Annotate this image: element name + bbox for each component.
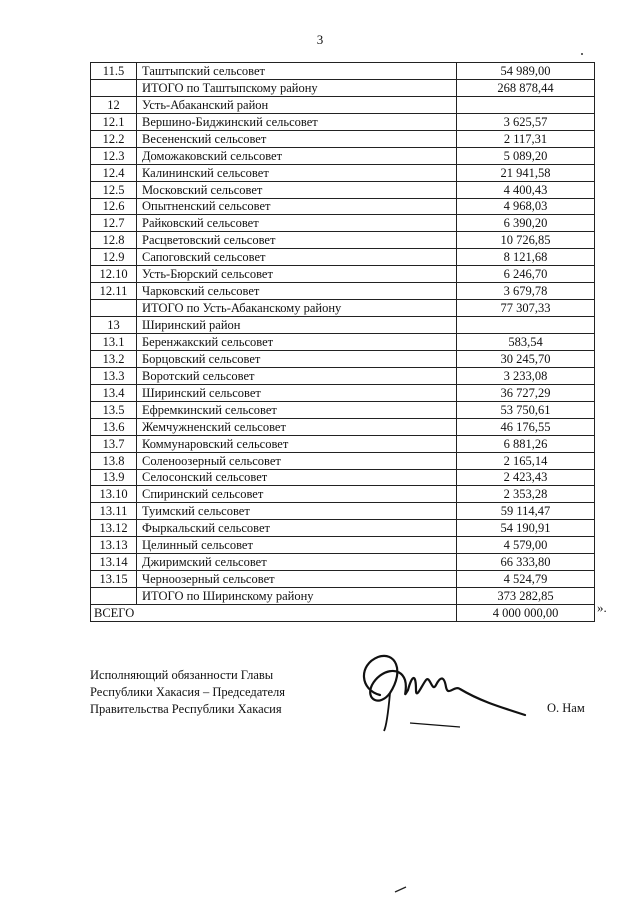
- closing-quote: ».: [597, 600, 607, 615]
- table-row: [91, 283, 595, 300]
- table-row: [91, 181, 595, 198]
- row-number: 12.9: [91, 249, 137, 266]
- table-row: [91, 588, 595, 605]
- row-amount: 268 878,44: [457, 79, 595, 96]
- row-name: Селосонский сельсовет: [137, 469, 457, 486]
- signatory-title: [90, 667, 285, 718]
- row-name: Опытненский сельсовет: [137, 198, 457, 215]
- row-amount: 3 625,57: [457, 113, 595, 130]
- row-name: Расцветовский сельсовет: [137, 232, 457, 249]
- table-row: [91, 317, 595, 334]
- row-amount: 30 245,70: [457, 350, 595, 367]
- table-row: [91, 554, 595, 571]
- row-amount: 3 679,78: [457, 283, 595, 300]
- total-label: ВСЕГО: [91, 605, 457, 622]
- row-name: Вершино-Биджинский сельсовет: [137, 113, 457, 130]
- row-amount: 4 524,79: [457, 571, 595, 588]
- table-row: [91, 215, 595, 232]
- total-row: [91, 605, 595, 622]
- page-number: 3: [316, 32, 324, 47]
- table-row: [91, 96, 595, 113]
- row-number: 12.4: [91, 164, 137, 181]
- table-row: [91, 537, 595, 554]
- row-name: Борцовский сельсовет: [137, 350, 457, 367]
- table-row: [91, 503, 595, 520]
- table-row: [91, 435, 595, 452]
- row-amount: 5 089,20: [457, 147, 595, 164]
- row-number: 12.10: [91, 266, 137, 283]
- row-number: 13.11: [91, 503, 137, 520]
- row-amount: 46 176,55: [457, 418, 595, 435]
- row-amount: 6 390,20: [457, 215, 595, 232]
- row-name: Ширинский район: [137, 317, 457, 334]
- row-amount: 8 121,68: [457, 249, 595, 266]
- row-name: ИТОГО по Усть-Абаканскому району: [137, 300, 457, 317]
- table-row: [91, 452, 595, 469]
- row-amount: 53 750,61: [457, 401, 595, 418]
- row-name: Московский сельсовет: [137, 181, 457, 198]
- row-amount: 36 727,29: [457, 384, 595, 401]
- row-name: Жемчужненский сельсовет: [137, 418, 457, 435]
- row-number: 12.6: [91, 198, 137, 215]
- row-amount: 2 117,31: [457, 130, 595, 147]
- row-number: 13.1: [91, 334, 137, 351]
- row-number: [91, 300, 137, 317]
- table-row: [91, 249, 595, 266]
- row-name: Туимский сельсовет: [137, 503, 457, 520]
- table-row: [91, 571, 595, 588]
- signatory-name: О. Нам: [547, 701, 585, 715]
- row-name: Спиринский сельсовет: [137, 486, 457, 503]
- row-number: 13.5: [91, 401, 137, 418]
- stray-dot: [581, 53, 583, 55]
- row-number: 12.3: [91, 147, 137, 164]
- row-number: 13.2: [91, 350, 137, 367]
- row-amount: 4 579,00: [457, 537, 595, 554]
- signatory-line-3: Правительства Республики Хакасия: [90, 702, 282, 716]
- row-amount: 3 233,08: [457, 367, 595, 384]
- table-row: [91, 130, 595, 147]
- handwritten-signature: [350, 645, 530, 735]
- row-name: Джиримский сельсовет: [137, 554, 457, 571]
- row-amount: 10 726,85: [457, 232, 595, 249]
- row-amount: 54 989,00: [457, 63, 595, 80]
- row-name: Ширинский сельсовет: [137, 384, 457, 401]
- table-row: [91, 418, 595, 435]
- row-amount: 6 881,26: [457, 435, 595, 452]
- row-name: Воротский сельсовет: [137, 367, 457, 384]
- row-amount: [457, 96, 595, 113]
- row-number: 13: [91, 317, 137, 334]
- table-row: [91, 300, 595, 317]
- row-amount: 2 165,14: [457, 452, 595, 469]
- row-number: [91, 588, 137, 605]
- row-name: Целинный сельсовет: [137, 537, 457, 554]
- row-number: 12.8: [91, 232, 137, 249]
- row-amount: 4 400,43: [457, 181, 595, 198]
- row-amount: [457, 317, 595, 334]
- table-row: [91, 164, 595, 181]
- table-body: [91, 63, 595, 622]
- row-number: 13.10: [91, 486, 137, 503]
- row-amount: 77 307,33: [457, 300, 595, 317]
- row-name: Ефремкинский сельсовет: [137, 401, 457, 418]
- table-row: [91, 63, 595, 80]
- row-name: Чарковский сельсовет: [137, 283, 457, 300]
- row-number: 13.15: [91, 571, 137, 588]
- row-name: Таштыпский сельсовет: [137, 63, 457, 80]
- row-name: ИТОГО по Таштыпскому району: [137, 79, 457, 96]
- table-row: [91, 266, 595, 283]
- row-number: 13.14: [91, 554, 137, 571]
- row-name: Черноозерный сельсовет: [137, 571, 457, 588]
- table-row: [91, 113, 595, 130]
- row-amount: 2 353,28: [457, 486, 595, 503]
- row-name: Доможаковский сельсовет: [137, 147, 457, 164]
- row-name: Соленоозерный сельсовет: [137, 452, 457, 469]
- table-row: [91, 401, 595, 418]
- table-row: [91, 232, 595, 249]
- total-amount: 4 000 000,00: [457, 605, 595, 622]
- row-number: 12.1: [91, 113, 137, 130]
- row-number: 13.12: [91, 520, 137, 537]
- row-name: ИТОГО по Ширинскому району: [137, 588, 457, 605]
- row-name: Коммунаровский сельсовет: [137, 435, 457, 452]
- row-amount: 583,54: [457, 334, 595, 351]
- row-number: 12.11: [91, 283, 137, 300]
- row-amount: 6 246,70: [457, 266, 595, 283]
- table-row: [91, 198, 595, 215]
- stray-pen-mark: [394, 884, 408, 894]
- row-number: 12: [91, 96, 137, 113]
- signatory-line-2: Республики Хакасия – Председателя: [90, 685, 286, 699]
- row-name: Усть-Абаканский район: [137, 96, 457, 113]
- row-amount: 373 282,85: [457, 588, 595, 605]
- row-amount: 66 333,80: [457, 554, 595, 571]
- table-row: [91, 520, 595, 537]
- row-number: 11.5: [91, 63, 137, 80]
- signatory-line-1: Исполняющий обязанности Главы: [90, 668, 274, 682]
- row-number: 12.2: [91, 130, 137, 147]
- table-row: [91, 367, 595, 384]
- row-name: Сапоговский сельсовет: [137, 249, 457, 266]
- table-row: [91, 334, 595, 351]
- row-number: 13.4: [91, 384, 137, 401]
- table-row: [91, 486, 595, 503]
- budget-table: [90, 62, 595, 622]
- row-amount: 59 114,47: [457, 503, 595, 520]
- table-row: [91, 469, 595, 486]
- row-number: 13.6: [91, 418, 137, 435]
- row-number: 13.9: [91, 469, 137, 486]
- row-amount: 21 941,58: [457, 164, 595, 181]
- row-number: 13.13: [91, 537, 137, 554]
- row-name: Весененский сельсовет: [137, 130, 457, 147]
- row-name: Фыркальский сельсовет: [137, 520, 457, 537]
- row-number: [91, 79, 137, 96]
- row-number: 13.8: [91, 452, 137, 469]
- row-name: Калининский сельсовет: [137, 164, 457, 181]
- row-amount: 2 423,43: [457, 469, 595, 486]
- table-row: [91, 350, 595, 367]
- row-number: 12.7: [91, 215, 137, 232]
- row-amount: 4 968,03: [457, 198, 595, 215]
- table-row: [91, 147, 595, 164]
- row-number: 12.5: [91, 181, 137, 198]
- table-row: [91, 79, 595, 96]
- row-number: 13.3: [91, 367, 137, 384]
- row-name: Усть-Бюрский сельсовет: [137, 266, 457, 283]
- row-name: Райковский сельсовет: [137, 215, 457, 232]
- row-number: 13.7: [91, 435, 137, 452]
- table-row: [91, 384, 595, 401]
- row-name: Беренжакский сельсовет: [137, 334, 457, 351]
- row-amount: 54 190,91: [457, 520, 595, 537]
